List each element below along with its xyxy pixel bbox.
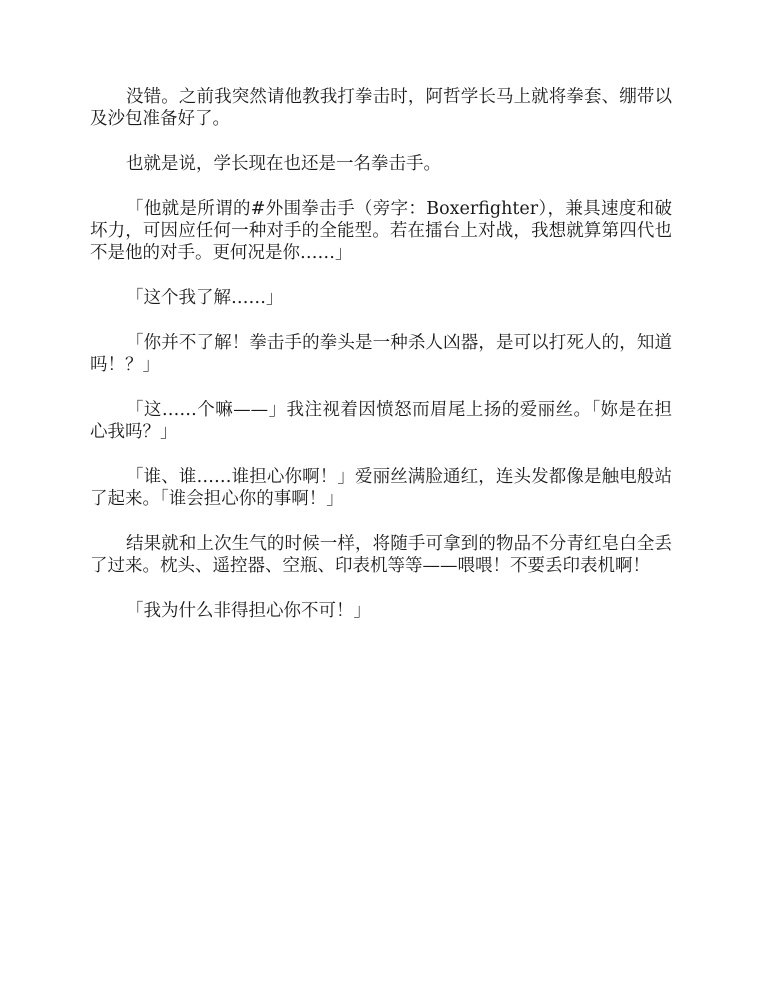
paragraph-6: 「这……个嘛——」我注视着因愤怒而眉尾上扬的爱丽丝。「妳是在担心我吗？」 bbox=[90, 400, 672, 442]
paragraph-3: 「他就是所谓的#外围拳击手（旁字：Boxerfighter），兼具速度和破坏力，可因应任何一种对手的全能型。若在擂台上对战，我想就算第四代也不是他的对手。更何况是你……」 bbox=[90, 199, 672, 263]
paragraph-9: 「我为什么非得担心你不可！」 bbox=[126, 601, 371, 621]
paragraph-2: 也就是说，学长现在也还是一名拳击手。 bbox=[126, 154, 441, 174]
paragraph-7: 「谁、谁……谁担心你啊！」爱丽丝满脸通红，连头发都像是触电般站了起来。「谁会担心你的事啊！」 bbox=[90, 467, 672, 509]
paragraph-4: 「这个我了解……」 bbox=[126, 288, 284, 308]
paragraph-5: 「你并不了解！拳击手的拳头是一种杀人凶器，是可以打死人的，知道吗！？」 bbox=[90, 333, 672, 375]
document-page bbox=[90, 86, 672, 645]
paragraph-1: 没错。之前我突然请他教我打拳击时，阿哲学长马上就将拳套、绷带以及沙包准备好了。 bbox=[90, 87, 672, 129]
paragraph-8: 结果就和上次生气的时候一样，将随手可拿到的物品不分青红皂白全丢了过来。枕头、遥控器、空瓶、印表机等等——喂喂！不要丢印表机啊！ bbox=[90, 534, 672, 576]
